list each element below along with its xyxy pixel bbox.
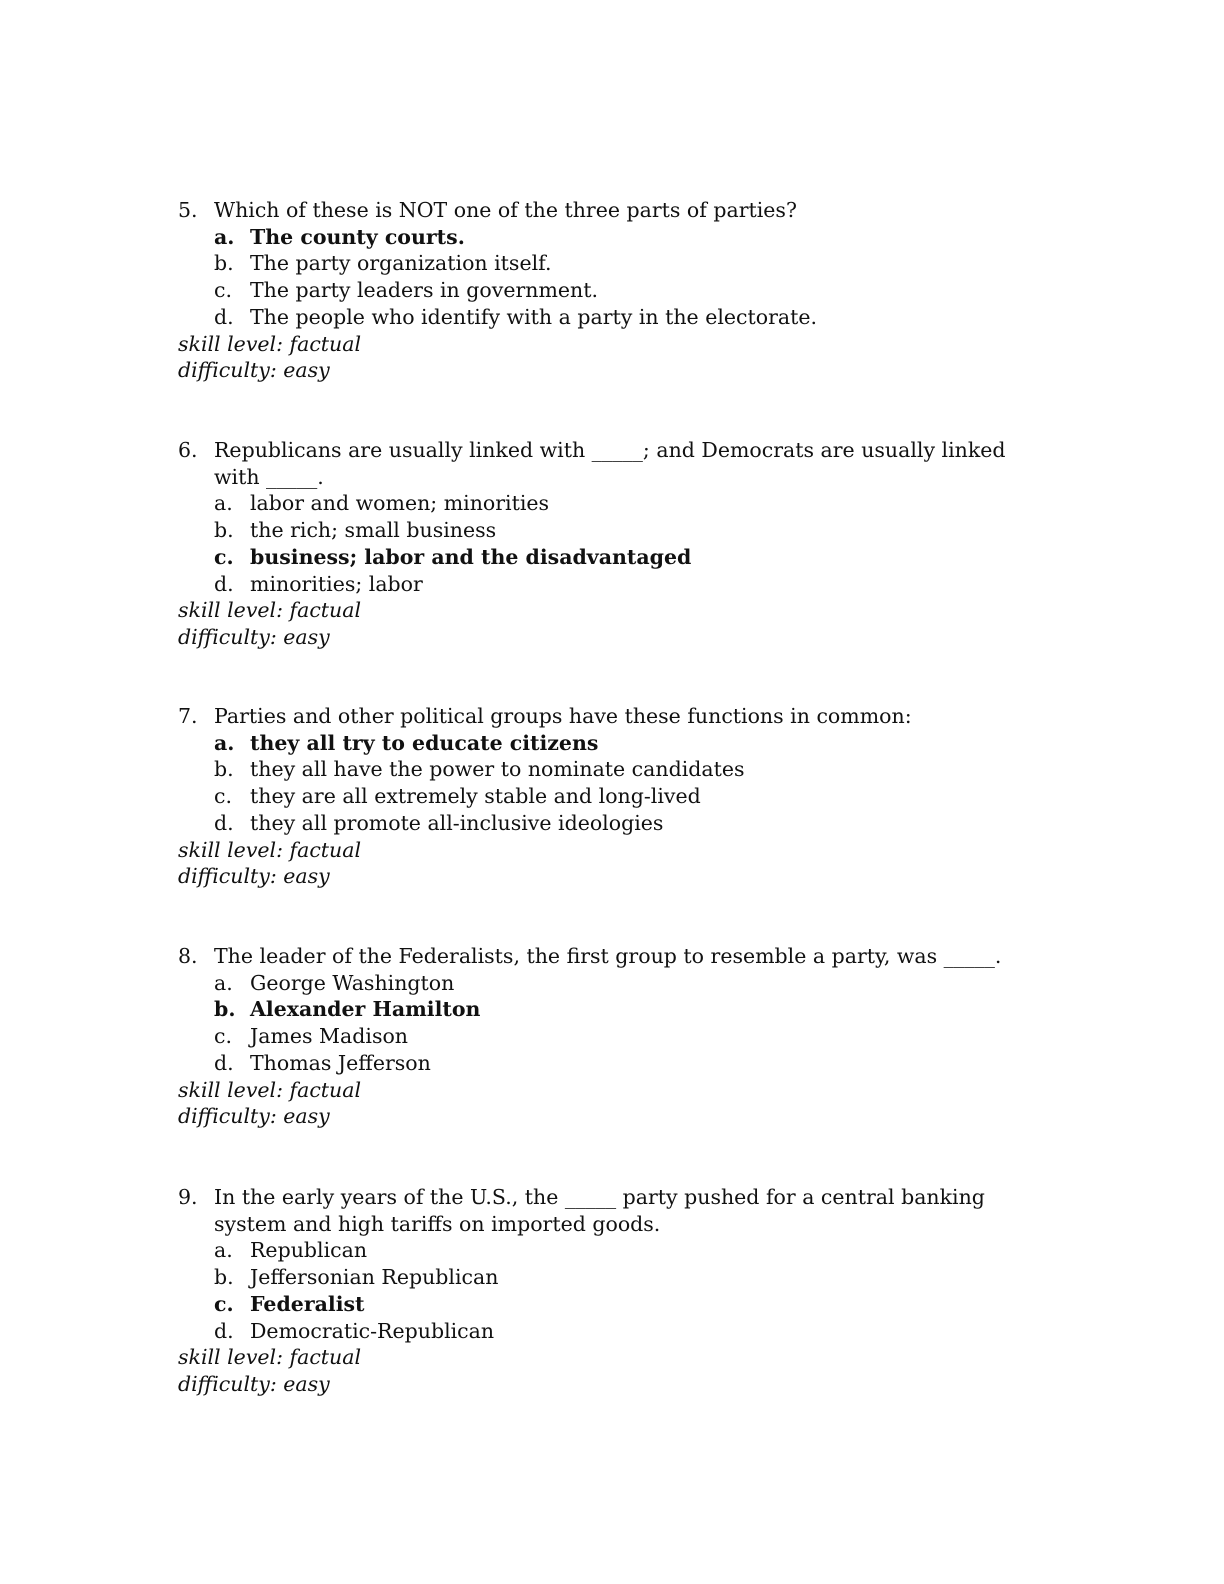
answer-options	[178, 224, 1018, 331]
option-text: The people who identify with a party in the electorate.	[250, 304, 817, 329]
option-letter: c.	[214, 278, 232, 303]
option-text: Federalist	[250, 1291, 365, 1316]
question-text: Parties and other political groups have these functions in common:	[214, 704, 912, 728]
option-text: the rich; small business	[250, 518, 497, 543]
answer-option-c	[214, 1023, 1018, 1050]
answer-option-a	[214, 970, 1018, 997]
skill-level: skill level: factual	[178, 1077, 362, 1102]
question-text: Which of these is NOT one of the three parts of parties?	[214, 198, 797, 222]
question-text: In the early years of the U.S., the _____ party pushed for a central banking system and high tariffs on imported goods.	[214, 1185, 985, 1236]
option-text: The party leaders in government.	[250, 278, 598, 303]
option-text: they all have the power to nominate candidates	[250, 757, 745, 782]
option-letter: d.	[214, 810, 234, 835]
question-number: 5.	[178, 198, 198, 222]
question-stem	[178, 197, 1018, 224]
option-text: labor and women; minorities	[250, 491, 550, 516]
question-number: 7.	[178, 704, 198, 728]
question-stem	[178, 943, 1018, 970]
option-text: they all promote all-inclusive ideologies	[250, 810, 664, 835]
question-number: 8.	[178, 944, 198, 968]
answer-option-b	[214, 756, 1018, 783]
option-letter: b.	[214, 757, 234, 782]
option-text: Democratic-Republican	[250, 1318, 495, 1343]
difficulty: difficulty: easy	[178, 624, 330, 649]
option-letter: b.	[214, 251, 234, 276]
option-text: Alexander Hamilton	[250, 997, 481, 1022]
answer-option-d	[214, 810, 1018, 837]
option-text: The county courts.	[250, 224, 465, 249]
option-letter: a.	[214, 1238, 233, 1263]
answer-option-c	[214, 1291, 1018, 1318]
answer-option-d	[214, 1318, 1018, 1345]
option-letter: c.	[214, 544, 234, 569]
question-number: 9.	[178, 1185, 198, 1209]
answer-options	[178, 1237, 1018, 1344]
question-stem	[178, 437, 1018, 490]
option-letter: a.	[214, 970, 233, 995]
skill-level: skill level: factual	[178, 1345, 362, 1370]
option-text: Republican	[250, 1238, 368, 1263]
answer-option-b	[214, 1264, 1018, 1291]
option-letter: a.	[214, 491, 233, 516]
option-letter: d.	[214, 1050, 234, 1075]
skill-level: skill level: factual	[178, 598, 362, 623]
difficulty: difficulty: easy	[178, 1104, 330, 1129]
question-text: Republicans are usually linked with _____; and Democrats are usually linked with _____.	[214, 438, 1006, 489]
question-number: 6.	[178, 438, 198, 462]
question-stem	[178, 1184, 1018, 1237]
answer-option-d	[214, 571, 1018, 598]
option-letter: a.	[214, 224, 235, 249]
option-letter: d.	[214, 1318, 234, 1343]
answer-option-d	[214, 304, 1018, 331]
answer-option-a	[214, 1237, 1018, 1264]
difficulty: difficulty: easy	[178, 864, 330, 889]
option-letter: c.	[214, 784, 232, 809]
option-text: they are all extremely stable and long-lived	[250, 784, 701, 809]
option-letter: c.	[214, 1024, 232, 1049]
option-text: Jeffersonian Republican	[250, 1265, 499, 1290]
skill-level: skill level: factual	[178, 331, 362, 356]
question-9	[178, 1184, 1018, 1398]
difficulty: difficulty: easy	[178, 358, 330, 383]
question-8	[178, 943, 1018, 1130]
answer-options	[178, 730, 1018, 837]
option-letter: d.	[214, 304, 234, 329]
answer-option-b	[214, 517, 1018, 544]
answer-option-d	[214, 1050, 1018, 1077]
option-letter: b.	[214, 518, 234, 543]
option-text: James Madison	[250, 1024, 409, 1049]
answer-option-a	[214, 224, 1018, 251]
option-text: minorities; labor	[250, 571, 423, 596]
question-text: The leader of the Federalists, the first group to resemble a party, was _____.	[214, 944, 1002, 968]
question-6	[178, 437, 1018, 651]
answer-option-c	[214, 783, 1018, 810]
answer-option-c	[214, 277, 1018, 304]
answer-option-c	[214, 544, 1018, 571]
option-letter: b.	[214, 997, 236, 1022]
skill-level: skill level: factual	[178, 837, 362, 862]
answer-option-b	[214, 250, 1018, 277]
difficulty: difficulty: easy	[178, 1371, 330, 1396]
option-text: they all try to educate citizens	[250, 730, 599, 755]
answer-options	[178, 490, 1018, 597]
question-5	[178, 197, 1018, 384]
answer-options	[178, 970, 1018, 1077]
option-text: The party organization itself.	[250, 251, 552, 276]
answer-option-a	[214, 730, 1018, 757]
option-letter: c.	[214, 1291, 234, 1316]
option-letter: b.	[214, 1265, 234, 1290]
question-7	[178, 703, 1018, 890]
question-stem	[178, 703, 1018, 730]
option-letter: a.	[214, 730, 235, 755]
option-text: George Washington	[250, 970, 455, 995]
option-text: business; labor and the disadvantaged	[250, 544, 692, 569]
option-letter: d.	[214, 571, 234, 596]
answer-option-a	[214, 490, 1018, 517]
option-text: Thomas Jefferson	[250, 1050, 431, 1075]
answer-option-b	[214, 996, 1018, 1023]
